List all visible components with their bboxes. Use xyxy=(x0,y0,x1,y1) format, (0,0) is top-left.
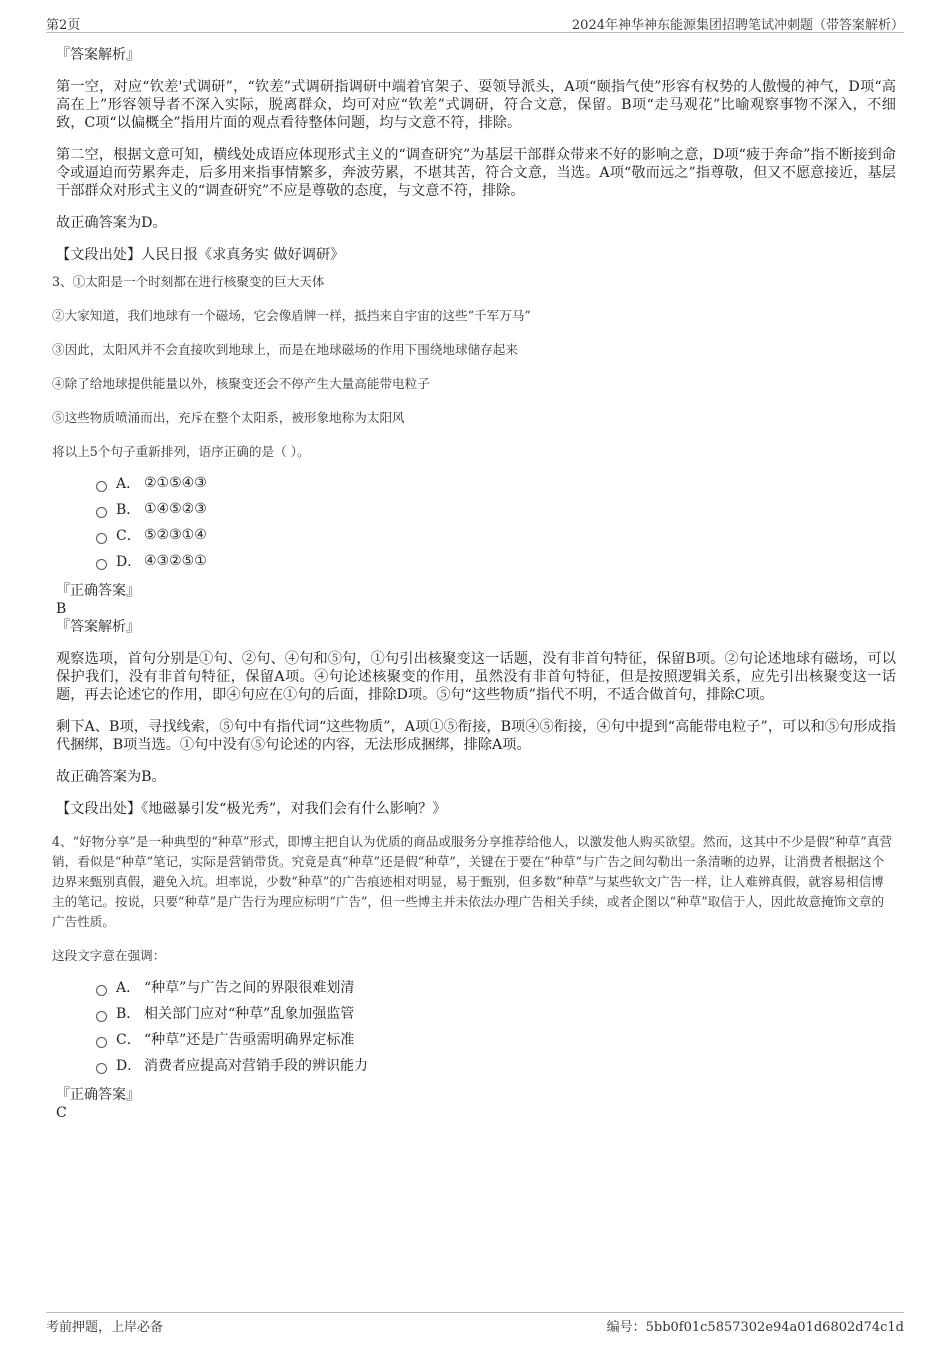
radio-icon[interactable] xyxy=(96,481,107,492)
footer-serial: 编号：5bb0f01c5857302e94a01d6802d74c1d xyxy=(606,1320,904,1335)
page-number: 第2页 xyxy=(46,18,81,33)
q4-answer-label: 『正确答案』 xyxy=(56,1087,140,1103)
q4-stem: 这段文字意在强调： xyxy=(52,948,166,963)
radio-icon[interactable] xyxy=(96,985,107,996)
q3-sentence-2: ②大家知道，我们地球有一个磁场，它会像盾牌一样，抵挡来自宇宙的这些“千军万马” xyxy=(52,308,531,323)
radio-icon[interactable] xyxy=(96,507,107,518)
page-header xyxy=(46,12,904,33)
q3-source: 【文段出处】《地磁暴引发“极光秀”，对我们会有什么影响？》 xyxy=(56,801,447,817)
q3-sentence-3: ③因此，太阳风并不会直接吹到地球上，而是在地球磁场的作用下围绕地球储存起来 xyxy=(52,342,518,357)
radio-icon[interactable] xyxy=(96,1037,107,1048)
q3-conclusion: 故正确答案为B。 xyxy=(56,769,166,785)
radio-icon[interactable] xyxy=(96,533,107,544)
document-title: 2024年神华神东能源集团招聘笔试冲刺题（带答案解析） xyxy=(571,18,904,33)
q2-source: 【文段出处】人民日报《求真务实 做好调研》 xyxy=(56,247,345,263)
radio-icon[interactable] xyxy=(96,1063,107,1074)
page-footer xyxy=(46,1312,904,1335)
q2-conclusion: 故正确答案为D。 xyxy=(56,215,167,231)
q4-passage: 4、“好物分享”是一种典型的“种草”形式，即博主把自认为优质的商品或服务分享推荐给他人，以激发他人购买欲望。然而，这其中不少是假“种草”真营销，看似是“种草”笔记，实际是营销带货。究竟是真“种草”还是假“种草”，关键在于要在“种草”与广告之间勾勒出一条清晰的边界，让消费者根据这个边界来甄别真假，避免入坑。坦率说，少数“种草”的广告痕迹相对明显，易于甄别，但多数“种草”与某些软文广告一样，让人难辨真假，就容易相信博主的笔记。按说，只要“种草”是广告行为理应标明“广告”，但一些博主并未依法办理广告相关手续，或者企图以“种草”取信于人，因此故意掩饰文章的广告性质。 xyxy=(52,834,893,929)
q4-option-b[interactable]: B． 相关部门应对“种草”乱象加强监管 xyxy=(96,1000,896,1026)
q3-answer-label: 『正确答案』 xyxy=(56,583,140,599)
page-content xyxy=(52,46,896,1122)
q3-sentence-1: 3、①太阳是一个时刻都在进行核聚变的巨大天体 xyxy=(52,274,325,289)
q4-option-d[interactable]: D． 消费者应提高对营销手段的辨识能力 xyxy=(96,1052,896,1078)
q2-analysis-para-2: 第二空，根据文意可知，横线处成语应体现形式主义的“调查研究”为基层干部群众带来不好的影响之意，D项“疲于奔命”指不断接到命令或逼迫而劳累奔走，后多用来指事情繁多，奔波劳累，不堪其苦，符合文意，当选。A项“敬而远之”指尊敬，但又不愿意接近，基层干部群众对形式主义的“调查研究”不应是尊敬的态度，与文意不符，排除。 xyxy=(56,147,896,199)
q3-stem: 将以上5个句子重新排列，语序正确的是（ ）。 xyxy=(52,444,310,459)
footer-slogan: 考前押题，上岸必备 xyxy=(46,1320,164,1335)
q3-analysis-para-2: 剩下A、B项，寻找线索，⑤句中有指代词“这些物质”，A项①⑤衔接，B项④⑤衔接，④句中提到“高能带电粒子”，可以和⑤句形成指代捆绑，B项当选。①句中没有⑤句论述的内容，无法形成捆绑，排除A项。 xyxy=(56,719,896,753)
radio-icon[interactable] xyxy=(96,559,107,570)
q2-analysis-para-1: 第一空，对应“钦差'式调研”，“钦差”式调研指调研中端着官架子、耍领导派头，A项“颐指气使”形容有权势的人傲慢的神气，D项“高高在上”形容领导者不深入实际，脱离群众，均可对应“钦差”式调研，符合文意，保留。B项“走马观花”比喻观察事物不深入，不细致，C项“以偏概全”指用片面的观点看待整体问题，均与文意不符，排除。 xyxy=(56,79,896,131)
q4-answer: C xyxy=(56,1105,67,1121)
q3-option-b[interactable]: B． ①④⑤②③ xyxy=(96,496,896,522)
q4-option-a[interactable]: A． “种草”与广告之间的界限很难划清 xyxy=(96,974,896,1000)
radio-icon[interactable] xyxy=(96,1011,107,1022)
q3-answer: B xyxy=(56,601,67,617)
q3-options xyxy=(96,470,896,574)
q3-analysis-para-1: 观察选项，首句分别是①句、②句、④句和⑤句，①句引出核聚变这一话题，没有非首句特征，保留B项。②句论述地球有磁场，可以保护我们，没有非首句特征，保留A项。④句论述核聚变的作用，虽然没有非首句特征，但是按照逻辑关系，应先引出核聚变这一话题，再去论述它的作用，即④句应在①句的后面，排除D项。⑤句“这些物质”指代不明，不适合做首句，排除C项。 xyxy=(56,651,896,703)
q3-analysis-label: 『答案解析』 xyxy=(56,619,140,635)
q3-option-d[interactable]: D． ④③②⑤① xyxy=(96,548,896,574)
q3-sentence-4: ④除了给地球提供能量以外，核聚变还会不停产生大量高能带电粒子 xyxy=(52,376,430,391)
q3-option-c[interactable]: C． ⑤②③①④ xyxy=(96,522,896,548)
q2-analysis-label: 『答案解析』 xyxy=(56,47,140,63)
q4-option-c[interactable]: C． “种草”还是广告亟需明确界定标准 xyxy=(96,1026,896,1052)
q3-option-a[interactable]: A． ②①⑤④③ xyxy=(96,470,896,496)
q3-sentence-5: ⑤这些物质喷涌而出，充斥在整个太阳系，被形象地称为太阳风 xyxy=(52,410,405,425)
q4-options xyxy=(96,974,896,1078)
